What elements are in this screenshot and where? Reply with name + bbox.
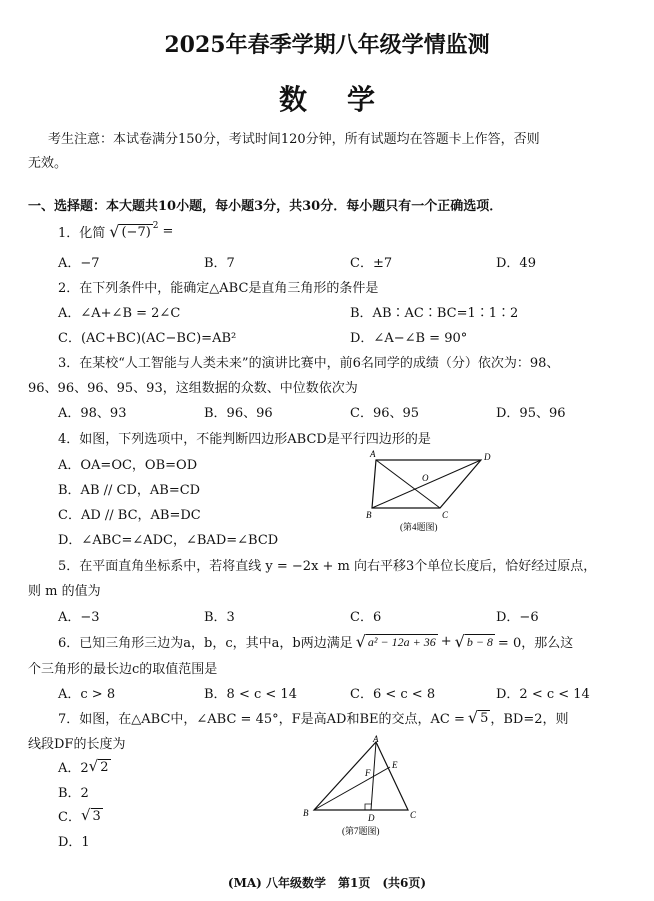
q7-option-c-radicand: 3 — [92, 808, 101, 824]
q5-option-b: B．3 — [204, 610, 235, 625]
q4-label-o: O — [422, 473, 429, 483]
q7-label-f: F — [365, 768, 371, 778]
q6-stem-part-2: = 0，那么这 — [497, 636, 574, 651]
q5-stem-line-1: 5．在平面直角坐标系中，若将直线 y = −2x + m 向右平移3个单位长度后，恰好经过原点， — [58, 559, 597, 574]
q7-label-e: E — [392, 760, 398, 770]
q1-exponent: 2 — [152, 220, 159, 231]
q7-option-b: B．2 — [58, 786, 89, 801]
q7-option-a-radicand: 2 — [100, 759, 109, 775]
q1-equals: = — [162, 224, 174, 239]
q7-stem-part-2: ，BD=2，则 — [490, 712, 569, 727]
q6-option-b: B．8 < c < 14 — [204, 687, 297, 702]
q4-option-a: A．OA=OC，OB=OD — [58, 458, 198, 473]
q6-radicand-2: b − 8 — [466, 634, 493, 649]
q7-label-b: B — [303, 808, 309, 818]
notice-line-2: 无效。 — [28, 156, 68, 171]
q4-label-d: D — [484, 452, 491, 462]
q6-option-c: C．6 < c < 8 — [350, 687, 436, 702]
q7-option-c — [58, 806, 103, 825]
q6-option-a: A．c > 8 — [58, 687, 116, 702]
q7-option-c-text: C． — [58, 810, 81, 825]
q5-stem-line-2: 则 m 的值为 — [28, 584, 101, 599]
q6-radicand-1: a² − 12a + 36 — [367, 634, 436, 649]
q7-figure-caption: (第7题图) — [342, 826, 380, 836]
q4-option-c: C．AD // BC，AB=DC — [58, 508, 201, 523]
q5-option-c: C．6 — [350, 610, 382, 625]
q4-option-b: B．AB // CD，AB=CD — [58, 483, 201, 498]
q5-option-d: D．−6 — [496, 610, 539, 625]
q7-radical: √ 5 — [467, 707, 489, 727]
q7-option-d: D．1 — [58, 835, 90, 850]
q6-plus: + — [440, 634, 452, 649]
q3-option-c: C．96、95 — [350, 406, 420, 421]
q7-option-a-radical: √ 2 — [88, 756, 109, 775]
q7-radicand: 5 — [480, 710, 489, 726]
q3-option-d: D．95、96 — [496, 406, 566, 421]
q2-option-c: C．(AC+BC)(AC−BC)=AB² — [58, 331, 237, 346]
q6-stem-line-2: 个三角形的最长边c的取值范围是 — [28, 662, 218, 677]
q4-label-c: C — [442, 510, 449, 520]
q1-option-a: A．−7 — [58, 256, 100, 271]
q6-radical-1: √ a² − 12a + 36 — [355, 631, 436, 651]
q1-option-b: B．7 — [204, 256, 235, 271]
q3-option-b: B．96、96 — [204, 406, 273, 421]
q4-figure-caption: (第4题图) — [400, 522, 438, 532]
q3-option-a: A．98、93 — [58, 406, 127, 421]
q2-option-a: A．∠A+∠B = 2∠C — [58, 306, 181, 321]
q5-option-a: A．−3 — [58, 610, 100, 625]
section-1-heading: 一、选择题：本大题共10小题，每小题3分，共30分．每小题只有一个正确选项． — [28, 199, 503, 214]
subject-title: 数学 — [278, 83, 415, 116]
q2-option-d: D．∠A−∠B = 90° — [350, 331, 468, 346]
q1-option-c: C．±7 — [350, 256, 393, 271]
q6-radical-2: √ b − 8 — [454, 631, 493, 651]
q7-stem-part-1: 7．如图，在△ABC中，∠ABC = 45°，F是高AD和BE的交点，AC = — [58, 712, 465, 727]
q1-option-d: D．49 — [496, 256, 536, 271]
q2-stem: 2．在下列条件中，能确定△ABC是直角三角形的条件是 — [58, 281, 379, 296]
q6-stem-part-1: 6．已知三角形三边为a，b，c，其中a，b两边满足 — [58, 636, 353, 651]
q7-label-d: D — [368, 813, 375, 823]
page-title: 2025年春季学期八年级学情监测 — [164, 32, 490, 58]
q6-option-d: D．2 < c < 14 — [496, 687, 590, 702]
q4-option-d: D．∠ABC=∠ADC，∠BAD=∠BCD — [58, 533, 279, 548]
notice-line-1: 考生注意：本试卷满分150分，考试时间120分钟，所有试题均在答题卡上作答，否则 — [48, 132, 540, 147]
q4-stem: 4．如图，下列选项中，不能判断四边形ABCD是平行四边形的是 — [58, 432, 431, 447]
q7-figure-triangle — [298, 734, 428, 840]
page-footer: (MA) 八年级数学 第1页 (共6页) — [227, 876, 427, 890]
q3-stem-line-1: 3．在某校“人工智能与人类未来”的演讲比赛中，前6名同学的成绩（分）依次为：98、 — [58, 356, 560, 371]
q7-option-c-radical: √ 3 — [80, 805, 101, 824]
q2-option-b: B．AB∶AC∶BC=1∶1∶2 — [350, 306, 519, 321]
q4-figure-parallelogram — [362, 448, 497, 536]
q7-option-a-text: A．2 — [58, 761, 89, 776]
q7-option-a — [58, 757, 111, 776]
q4-label-a: A — [370, 449, 376, 459]
q1-stem: 1．化简 — [58, 226, 106, 241]
q3-stem-line-2: 96、96、96、95、93，这组数据的众数、中位数依次为 — [28, 381, 358, 396]
q7-stem-line-2: 线段DF的长度为 — [28, 737, 126, 752]
q7-label-a: A — [373, 734, 379, 744]
q1-radical: √ (−7) $^2$ — [109, 220, 159, 241]
q4-label-b: B — [366, 510, 372, 520]
q1-radicand: (−7) — [121, 224, 151, 240]
q7-label-c: C — [410, 810, 417, 820]
